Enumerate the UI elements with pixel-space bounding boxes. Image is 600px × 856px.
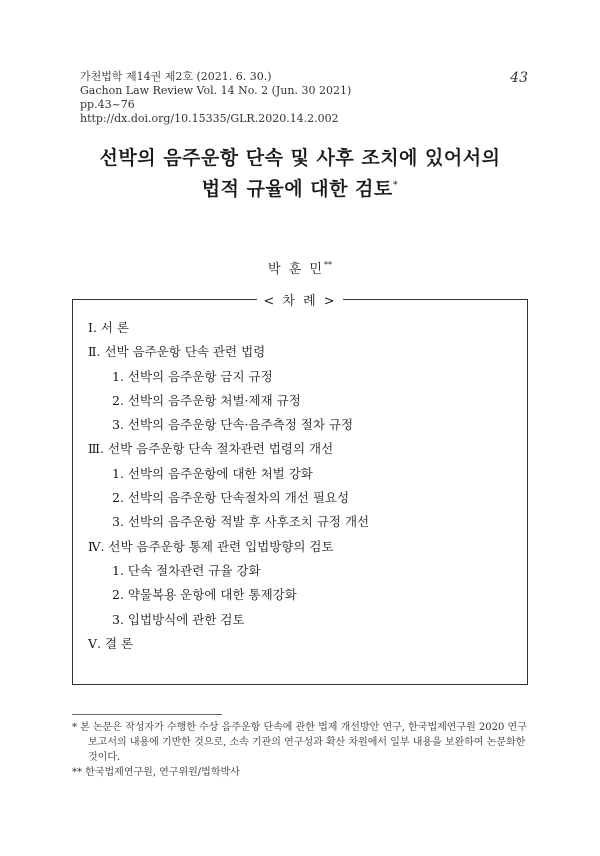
- footnote-2: ** 한국법제연구원, 연구위원/법학박사: [72, 767, 240, 778]
- paper-title-line1: 선박의 음주운항 단속 및 사후 조치에 있어서의: [99, 147, 501, 169]
- journal-header: [80, 70, 351, 126]
- toc-item: Ⅳ. 선박 음주운항 통제 관련 입법방향의 검토: [88, 538, 334, 554]
- footnote-divider: [72, 714, 222, 715]
- page-range: pp.43~76: [80, 98, 135, 111]
- footnotes: [72, 720, 532, 780]
- toc-item: Ⅴ. 결 론: [88, 635, 134, 651]
- author-footnote-mark: **: [323, 260, 332, 270]
- toc-item: 3. 입법방식에 관한 검토: [112, 611, 245, 627]
- paper-title-line2: [0, 174, 600, 201]
- toc-label: < 차 례 >: [0, 290, 600, 309]
- toc-item: 1. 선박의 음주운항 금지 규정: [112, 368, 273, 384]
- page-number: 43: [510, 70, 528, 86]
- toc-item: Ⅰ. 서 론: [88, 320, 130, 335]
- footnote-1: * 본 논문은 작성자가 수행한 수상 음주운항 단속에 관한 법제 개선방안 연구, 한국법제연구원 2020 연구보고서의 내용에 기반한 것으로, 소속 기관의 연구성과 확산 차원에서 일부 내용을 보완하여 논문화한 것이다.: [72, 722, 527, 763]
- toc-label-text: 차 례: [282, 294, 318, 309]
- author-name: 박 훈 민: [268, 262, 324, 277]
- toc-item: 3. 선박의 음주운항 적발 후 사후조치 규정 개선: [112, 514, 370, 530]
- doi-link[interactable]: http://dx.doi.org/10.15335/GLR.2020.14.2.002: [80, 112, 339, 125]
- toc-item: 2. 약물복용 운항에 대한 통제강화: [112, 587, 297, 603]
- toc-item: 3. 선박의 음주운항 단속·음주측정 절차 규정: [112, 417, 354, 433]
- journal-issue-korean: 가천법학 제14권 제2호 (2021. 6. 30.): [80, 70, 272, 83]
- toc-item: 1. 단속 절차관련 규율 강화: [112, 562, 261, 578]
- title-footnote-mark: *: [392, 179, 399, 191]
- toc-item: 2. 선박의 음주운항 단속절차의 개선 필요성: [112, 490, 350, 506]
- toc-item: Ⅱ. 선박 음주운항 단속 관련 법령: [88, 344, 266, 360]
- author: [0, 258, 600, 277]
- journal-issue-english: Gachon Law Review Vol. 14 No. 2 (Jun. 30 2021): [80, 84, 352, 97]
- paper-title-line2-text: 법적 규율에 대한 검토: [201, 178, 393, 200]
- toc-item: 2. 선박의 음주운항 처벌·제재 규정: [112, 392, 301, 408]
- toc-list: [88, 316, 369, 656]
- toc-item: 1. 선박의 음주운항에 대한 처벌 강화: [112, 465, 313, 481]
- toc-item: Ⅲ. 선박 음주운항 단속 절차관련 법령의 개선: [88, 441, 334, 457]
